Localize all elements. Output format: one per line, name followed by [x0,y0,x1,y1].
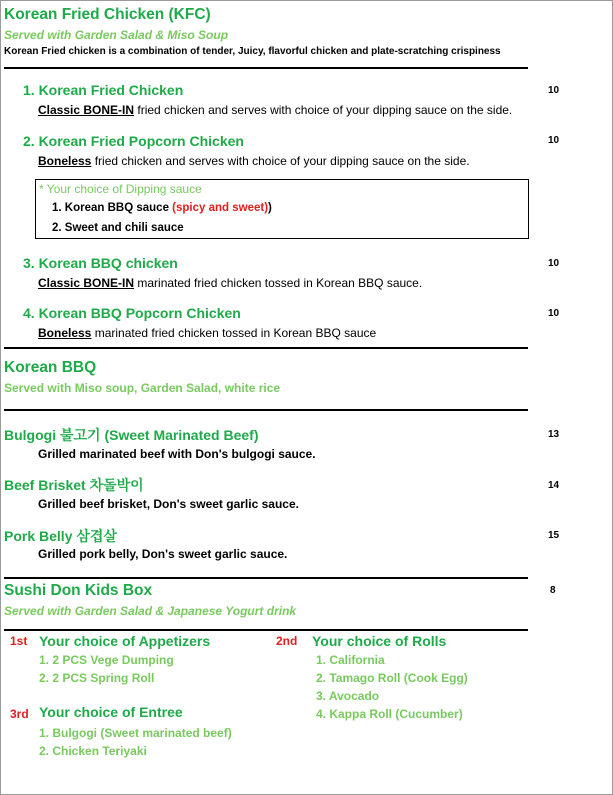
kfc-item-name: 3. Korean BBQ chicken [23,255,178,271]
appetizer-option: 1. 2 PCS Vege Dumping [39,653,174,667]
appetizers-title: Your choice of Appetizers [39,633,211,649]
appetizer-option: 2. 2 PCS Spring Roll [39,671,155,685]
bbq-item-price: 15 [548,530,560,541]
bbq-item-price: 14 [548,480,560,491]
roll-option: 2. Tamago Roll (Cook Egg) [316,671,468,685]
kfc-item-desc [38,103,512,117]
kids-served-with: Served with Garden Salad & Japanese Yogurt drink [4,604,297,618]
kfc-item-name: 1. Korean Fried Chicken [23,82,184,98]
kids-divider [4,629,528,631]
section-divider [4,577,528,579]
kfc-item-name: 4. Korean BBQ Popcorn Chicken [23,305,241,321]
option-note: (spicy and sweet) [172,202,269,214]
entree-title: Your choice of Entree [39,704,183,720]
kfc-served-with: Served with Garden Salad & Miso Soup [4,28,229,42]
bbq-item-name: Beef Brisket 차돌박이 [4,477,144,493]
kfc-item-price: 10 [548,135,560,146]
option-label: 1. Korean BBQ sauce [52,202,173,214]
rolls-title: Your choice of Rolls [312,633,447,649]
desc-text: marinated fried chicken tossed in Korean BBQ sauce [91,326,377,340]
desc-emphasis: Classic BONE-IN [38,103,135,117]
kids-section-title: Sushi Don Kids Box [4,582,153,599]
entree-option: 1. Bulgogi (Sweet marinated beef) [39,726,232,740]
kfc-item-price: 10 [548,258,560,269]
kfc-section-title: Korean Fried Chicken (KFC) [4,6,211,23]
kfc-item-price: 10 [548,308,560,319]
bbq-item-name: Pork Belly 삼겹살 [4,528,117,544]
section-divider [4,347,528,349]
kfc-item-desc [38,276,422,290]
kfc-item-desc [38,326,376,340]
desc-emphasis: Boneless [38,154,92,168]
kfc-divider [4,67,528,69]
bbq-item-desc: Grilled marinated beef with Don's bulgogi sauce. [38,447,316,461]
option-close: ) [268,202,272,214]
kids-box-price: 8 [550,585,556,596]
roll-option: 4. Kappa Roll (Cucumber) [316,707,463,721]
desc-emphasis: Classic BONE-IN [38,276,135,290]
kfc-item-name: 2. Korean Fried Popcorn Chicken [23,133,244,149]
roll-option: 1. California [316,653,385,667]
dipping-sauce-option: 2. Sweet and chili sauce [52,222,184,234]
bbq-item-price: 13 [548,429,560,440]
bbq-item-desc: Grilled pork belly, Don's sweet garlic sauce. [38,547,288,561]
bbq-served-with: Served with Miso soup, Garden Salad, white rice [4,381,281,395]
bbq-divider [4,409,528,411]
desc-text: fried chicken and serves with choice of your dipping sauce on the side. [134,103,513,117]
step-label: 3rd [10,707,29,721]
step-label: 2nd [276,634,298,648]
desc-emphasis: Boneless [38,326,92,340]
desc-text: fried chicken and serves with choice of your dipping sauce on the side. [91,154,470,168]
desc-text: marinated fried chicken tossed in Korean BBQ sauce. [134,276,423,290]
kfc-description: Korean Fried chicken is a combination of tender, Juicy, flavorful chicken and plate-scratching crispiness [4,46,501,57]
roll-option: 3. Avocado [316,689,380,703]
kfc-item-desc [38,154,470,168]
kfc-item-price: 10 [548,85,560,96]
step-label: 1st [10,634,28,648]
entree-option: 2. Chicken Teriyaki [39,744,147,758]
bbq-item-desc: Grilled beef brisket, Don's sweet garlic sauce. [38,497,299,511]
dipping-sauce-option [52,202,272,214]
bbq-item-name: Bulgogi 불고기 (Sweet Marinated Beef) [4,427,259,443]
bbq-section-title: Korean BBQ [4,359,97,376]
dipping-sauce-title: * Your choice of Dipping sauce [39,182,202,196]
